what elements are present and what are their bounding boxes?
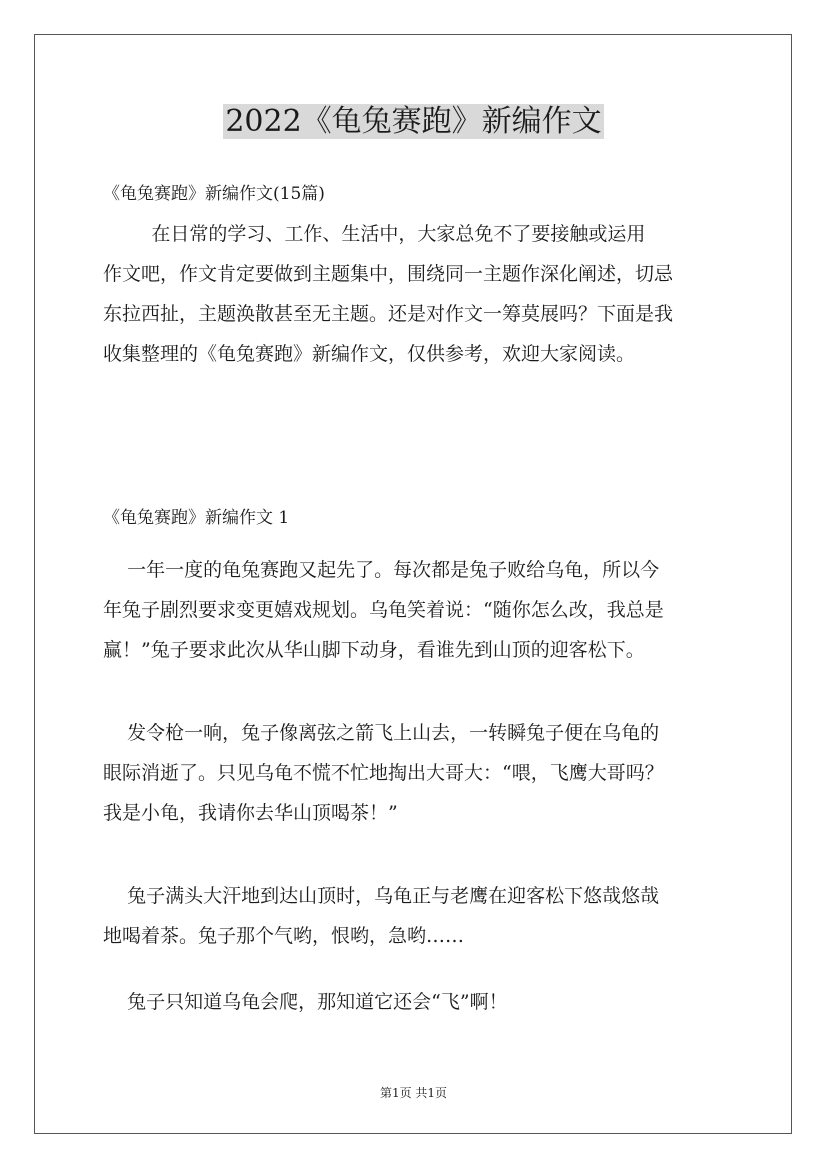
- paragraph-line: 赢！”兔子要求此次从华山脚下动身，看谁先到山顶的迎客松下。: [103, 639, 645, 661]
- intro-line: 收集整理的《龟兔赛跑》新编作文，仅供参考，欢迎大家阅读。: [103, 343, 636, 365]
- body-paragraph-1: [103, 550, 743, 670]
- paragraph-line: 地喝着茶。兔子那个气哟，恨哟，急哟……: [103, 925, 465, 947]
- body-paragraph-4: [103, 982, 743, 1022]
- page-footer: 第1页 共1页: [379, 1086, 448, 1100]
- paragraph-line: 兔子满头大汗地到达山顶时，乌龟正与老鹰在迎客松下悠哉悠哉: [103, 885, 660, 907]
- intro-paragraph: [103, 214, 743, 374]
- paragraph-line: 眼际消逝了。只见乌龟不慌不忙地掏出大哥大：“喂，飞鹰大哥吗？: [103, 762, 664, 784]
- intro-line: 在日常的学习、工作、生活中，大家总免不了要接触或运用: [103, 223, 646, 245]
- paragraph-line: 我是小龟，我请你去华山顶喝茶！”: [103, 802, 398, 824]
- document-title: [0, 102, 827, 142]
- paragraph-line: 一年一度的龟兔赛跑又起先了。每次都是兔子败给乌龟，所以今: [103, 559, 660, 581]
- intro-line: 作文吧，作文肯定要做到主题集中，围绕同一主题作深化阐述，切忌: [103, 263, 674, 285]
- intro-line: 东拉西扯，主题涣散甚至无主题。还是对作文一筹莫展吗？下面是我: [103, 303, 674, 325]
- paragraph-line: 年兔子剧烈要求变更嬉戏规划。乌龟笑着说：“随你怎么改，我总是: [103, 599, 664, 621]
- paragraph-line: 兔子只知道乌龟会爬，那知道它还会“飞”啊！: [103, 991, 508, 1013]
- document-subtitle: 《龟兔赛跑》新编作文(15篇): [103, 184, 325, 204]
- document-title-text: 2022《龟兔赛跑》新编作文: [225, 104, 602, 139]
- body-paragraph-3: [103, 876, 743, 956]
- paragraph-line: 发令枪一响，兔子像离弦之箭飞上山去，一转瞬兔子便在乌龟的: [103, 722, 660, 744]
- body-paragraph-2: [103, 713, 743, 833]
- section-heading: 《龟兔赛跑》新编作文 1: [103, 508, 290, 528]
